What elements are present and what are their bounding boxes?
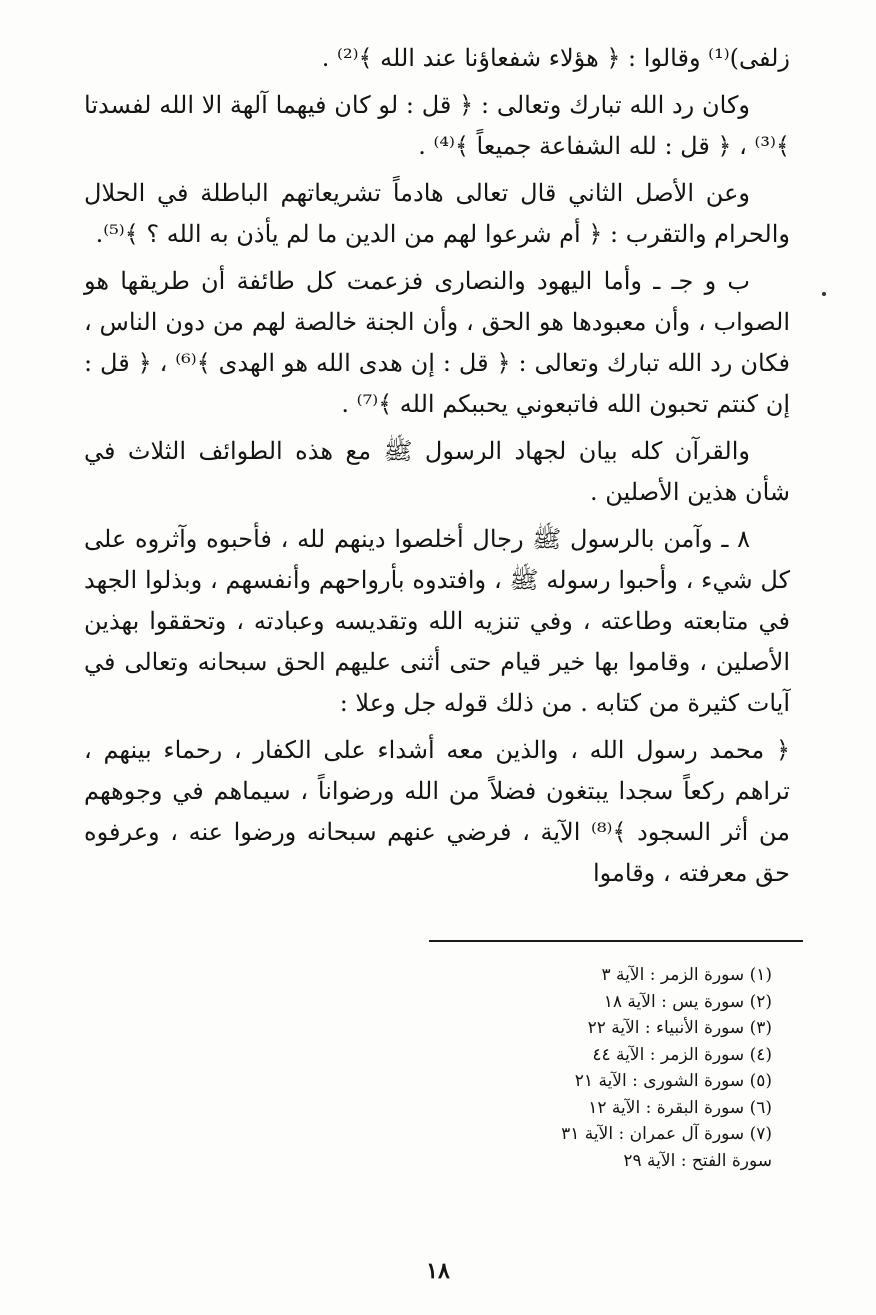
margin-dot <box>822 292 826 296</box>
main-text <box>84 38 790 900</box>
paragraph-2: وكان رد الله تبارك وتعالى : ﴿ قل : لو كان فيهما آلهة الا الله لفسدتا ﴾⁽³⁾ ، ﴿ قل : لله الشفاعة جميعاً ﴾⁽⁴⁾ . <box>84 91 790 160</box>
footnote-separator <box>429 940 803 942</box>
footnote-item: (٢) سورة يس : الآية ١٨ <box>603 991 772 1012</box>
paragraph-1: زلفى)⁽¹⁾ وقالوا : ﴿ هؤلاء شفعاؤنا عند الله ﴾⁽²⁾ . <box>321 44 790 72</box>
footnote-item: سورة الفتح : الآية ٢٩ <box>623 1150 772 1171</box>
paragraph-5: والقرآن كله بيان لجهاد الرسول ﷺ مع هذه الطوائف الثلاث في شأن هذين الأصلين . <box>84 437 790 506</box>
footnote-item: (٥) سورة الشورى : الآية ٢١ <box>574 1071 772 1091</box>
footnotes-list <box>442 962 772 1174</box>
paragraph-4: ب و جـ ـ وأما اليهود والنصارى فزعمت كل طائفة أن طريقها هو الصواب ، وأن معبودها هو الحق ، وأن الجنة خالصة لهم من دون الناس ، فكان رد الله تبارك وتعالى : ﴿ قل : إن هدى الله هو الهدى ﴾⁽⁶⁾ ، ﴿ قل : إن كنتم تحبون الله فاتبعوني يحببكم الله ﴾⁽⁷⁾ . <box>84 267 790 418</box>
paragraph-7: ﴿ محمد رسول الله ، والذين معه أشداء على الكفار ، رحماء بينهم ، تراهم ركعاً سجدا يبتغون فضلاً من الله ورضواناً ، سيماهم في وجوههم من أثر السجود ﴾⁽⁸⁾ الآية ، فرضي عنهم سبحانه ورضوا عنه ، وعرفوه حق معرفته ، وقاموا <box>84 736 791 887</box>
footnote-item: (٤) سورة الزمر : الآية ٤٤ <box>592 1044 772 1065</box>
footnote-item: (١) سورة الزمر : الآية ٣ <box>601 965 772 985</box>
paragraph-6: ٨ ـ وآمن بالرسول ﷺ رجال أخلصوا دينهم لله ، فأحبوه وآثروه على كل شيء ، وأحبوا رسوله ﷺ ، وافتدوه بأرواحهم وأنفسهم ، وبذلوا الجهد في متابعته وطاعته ، وفي تنزيه الله وتقديسه وعبادته ، وتحققوا بهذين الأصلين ، وقاموا بها خير قيام حتى أثنى عليهم الحق سبحانه وتعالى في آيات كثيرة من كتابه . من ذلك قوله جل وعلا : <box>84 525 790 717</box>
footnote-item: (٦) سورة البقرة : الآية ١٢ <box>588 1097 772 1118</box>
footnote-item: (٣) سورة الأنبياء : الآية ٢٢ <box>587 1018 772 1038</box>
paragraph-3: وعن الأصل الثاني قال تعالى هادماً تشريعاتهم الباطلة في الحلال والحرام والتقرب : ﴿ أم شرعوا لهم من الدين ما لم يأذن به الله ؟ ﴾⁽⁵⁾. <box>84 179 790 248</box>
page-number: ١٨ <box>426 1258 450 1284</box>
footnote-item: (٧) سورة آل عمران : الآية ٣١ <box>561 1124 772 1144</box>
